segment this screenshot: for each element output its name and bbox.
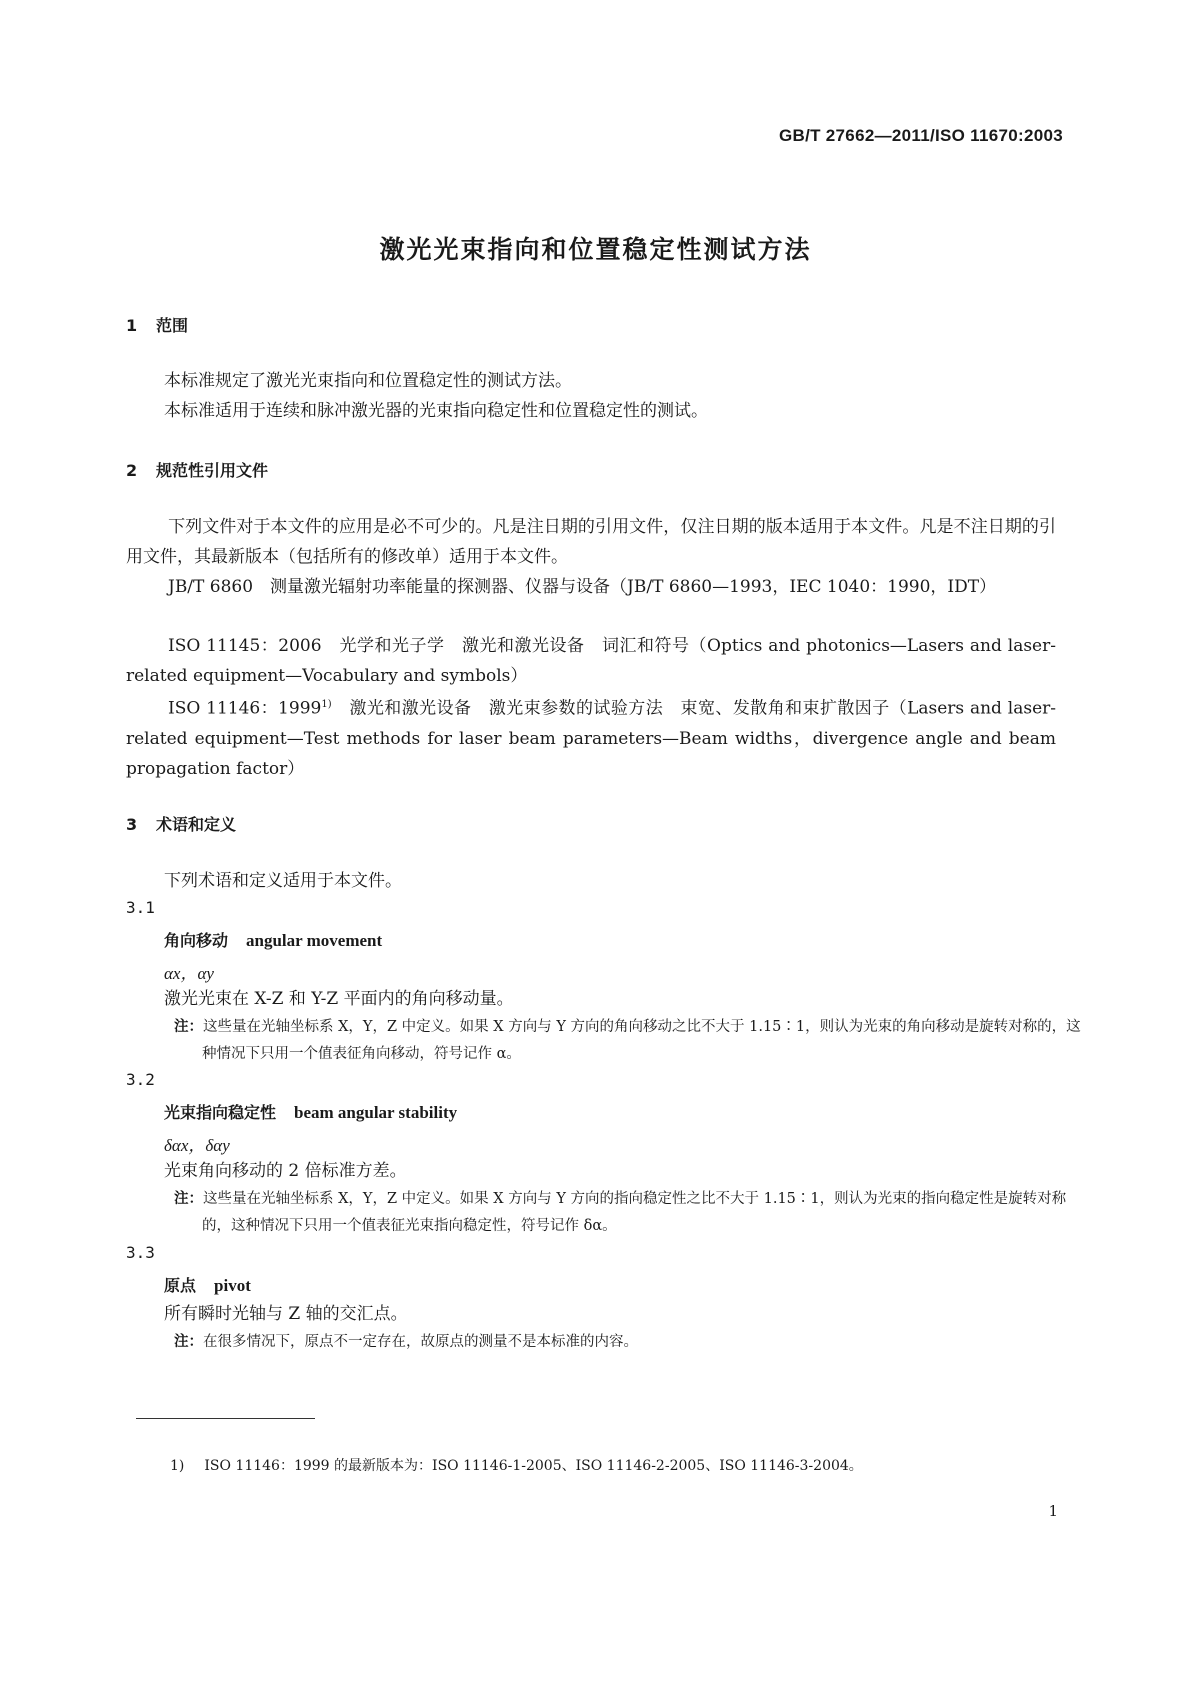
normative-intro-paragraph: [126, 512, 1056, 572]
term-en: angular movement: [246, 931, 383, 950]
reference-iso-11145: [126, 631, 1056, 691]
footnote: [170, 1455, 863, 1475]
page-number: 1: [1048, 1502, 1058, 1520]
note-label: 注：: [174, 1019, 203, 1035]
term-pivot: [164, 1273, 251, 1296]
term-en: beam angular stability: [294, 1103, 458, 1122]
term-angular-movement: [164, 928, 382, 951]
section-number: 3: [126, 815, 138, 834]
reference-text: 激光和激光设备 激光束参数的试验方法 束宽、发散角和束扩散因子（Lasers and laser-related equipment—Test methods for laser beam parameters—Beam widths，divergence angle and beam propagation factor）: [126, 698, 1056, 779]
term-symbol: αx，αy: [164, 964, 214, 983]
section-1-heading: [126, 313, 188, 336]
term-symbol: δαx，δαy: [164, 1136, 230, 1155]
reference-code: ISO 11146：1999: [168, 698, 322, 719]
term-definition: 光束角向移动的 2 倍标准方差。: [164, 1161, 407, 1181]
footnote-divider: [136, 1418, 315, 1419]
section-title: 范围: [156, 316, 189, 335]
reference-text: JB/T 6860 测量激光辐射功率能量的探测器、仪器与设备（JB/T 6860—1993，IEC 1040：1990，IDT）: [168, 577, 997, 597]
scope-paragraph-1: 本标准规定了激光光束指向和位置稳定性的测试方法。: [164, 371, 572, 391]
footnote-text: ISO 11146：1999 的最新版本为：ISO 11146-1-2005、ISO 11146-2-2005、ISO 11146-3-2004。: [204, 1458, 863, 1474]
reference-iso-11146: [126, 690, 1056, 784]
reference-jbt-6860: [126, 572, 1056, 602]
normative-intro-text: 下列文件对于本文件的应用是必不可少的。凡是注日期的引用文件，仅注日期的版本适用于本文件。凡是不注日期的引用文件，其最新版本（包括所有的修改单）适用于本文件。: [126, 517, 1056, 567]
note-label: 注：: [174, 1191, 203, 1207]
term-en: pivot: [214, 1276, 251, 1295]
section-title: 规范性引用文件: [156, 461, 269, 480]
term-definition: 激光光束在 X-Z 和 Y-Z 平面内的角向移动量。: [164, 989, 514, 1009]
scope-paragraph-2: 本标准适用于连续和脉冲激光器的光束指向稳定性和位置稳定性的测试。: [164, 401, 708, 421]
clause-number-3-1: 3.1: [126, 898, 155, 917]
note-text: 这些量在光轴坐标系 X，Y，Z 中定义。如果 X 方向与 Y 方向的指向稳定性之比不大于 1.15∶1，则认为光束的指向稳定性是旋转对称的，这种情况下只用一个值表征光束指向稳定性，符号记作 δα。: [202, 1191, 1067, 1234]
section-number: 2: [126, 461, 138, 480]
document-title: 激光光束指向和位置稳定性测试方法: [379, 235, 812, 264]
term-cn: 光束指向稳定性: [164, 1103, 277, 1122]
footnote-marker: 1): [321, 699, 332, 710]
section-title: 术语和定义: [156, 815, 237, 834]
terms-intro: 下列术语和定义适用于本文件。: [164, 871, 402, 891]
note-text: 这些量在光轴坐标系 X，Y，Z 中定义。如果 X 方向与 Y 方向的角向移动之比不大于 1.15∶1，则认为光束的角向移动是旋转对称的，这种情况下只用一个值表征角向移动，符号记作 α。: [202, 1019, 1081, 1062]
footnote-marker: 1): [170, 1458, 185, 1474]
section-3-heading: [126, 812, 236, 835]
term-beam-angular-stability: [164, 1100, 457, 1123]
term-note: [174, 1014, 1087, 1068]
term-note: [174, 1329, 1087, 1356]
clause-number-3-2: 3.2: [126, 1070, 155, 1089]
term-definition: 所有瞬时光轴与 Z 轴的交汇点。: [164, 1304, 408, 1324]
section-2-heading: [126, 458, 268, 481]
note-text: 在很多情况下，原点不一定存在，故原点的测量不是本标准的内容。: [203, 1334, 638, 1350]
term-cn: 角向移动: [164, 931, 229, 950]
standard-code-header: GB/T 27662—2011/ISO 11670:2003: [778, 126, 1063, 145]
term-note: [174, 1186, 1087, 1240]
reference-text: ISO 11145：2006 光学和光子学 激光和激光设备 词汇和符号（Optics and photonics—Lasers and laser-related equipment—Vocabulary and symbols）: [126, 636, 1056, 686]
clause-number-3-3: 3.3: [126, 1243, 155, 1262]
section-number: 1: [126, 316, 138, 335]
term-cn: 原点: [164, 1276, 197, 1295]
note-label: 注：: [174, 1334, 203, 1350]
